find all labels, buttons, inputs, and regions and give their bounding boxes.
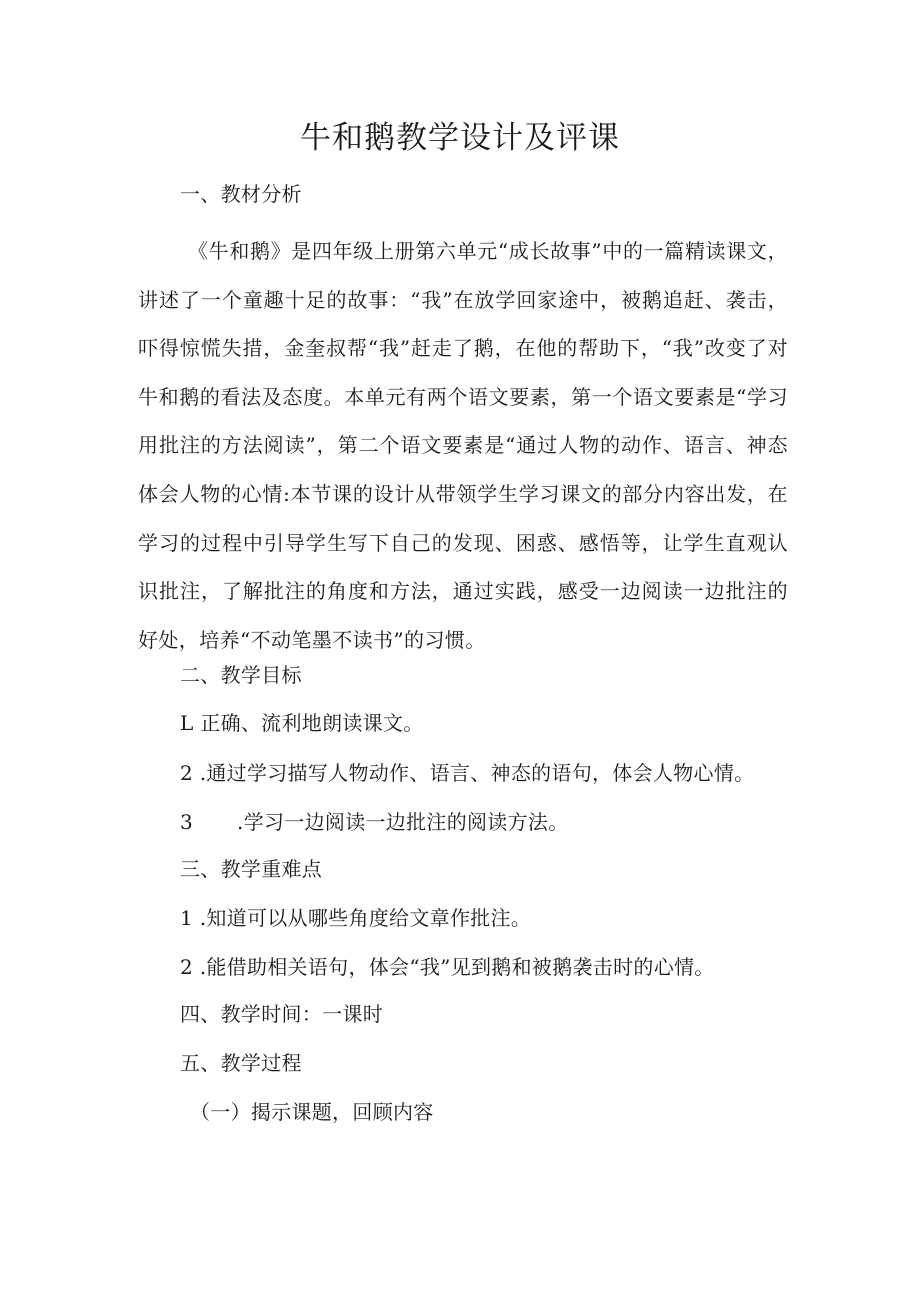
goal-text: 正确、流利地朗读课文。 [200, 711, 424, 735]
key-point-item-2 [180, 953, 715, 981]
goal-text: .学习一边阅读一边批注的阅读方法。 [237, 810, 569, 834]
goal-item-3 [180, 808, 569, 836]
section-heading-process: 五、教学过程 [180, 1051, 302, 1075]
goal-item-1 [180, 709, 424, 737]
goal-text: .通过学习描写人物动作、语言、神态的语句，体会人物心情。 [199, 761, 755, 785]
key-point-text: .知道可以从哪些角度给文章作批注。 [199, 906, 532, 930]
goal-item-2 [180, 759, 754, 787]
goal-number: 2 [180, 761, 194, 785]
section-heading-goals: 二、教学目标 [180, 663, 302, 687]
section-heading-time: 四、教学时间：一课时 [180, 1002, 383, 1026]
goal-number: 3 [180, 810, 194, 834]
key-point-number: 1 [180, 906, 194, 930]
key-point-item-1 [180, 904, 531, 932]
key-point-number: 2 [180, 955, 194, 979]
process-subheading: （一）揭示课题，回顾内容 [190, 1100, 434, 1124]
section-heading-key-points: 三、教学重难点 [180, 857, 323, 881]
materials-paragraph: 《牛和鹅》是四年级上册第六单元“成长故事”中的一篇精读课文，讲述了一个童趣十足的故事：“我”在放学回家途中，被鹅追赶、袭击，吓得惊慌失措，金奎叔帮“我”赶走了鹅，在他的帮助下，“我”改变了对牛和鹅的看法及态度。本单元有两个语文要素，第一个语文要素是“学习用批注的方法阅读”，第二个语文要素是“通过人物的动作、语言、神态体会人物的心情:本节课的设计从带领学生学习课文的部分内容出发，在学习的过程中引导学生写下自己的发现、困惑、感悟等，让学生直观认识批注，了解批注的角度和方法，通过实践，感受一边阅读一边批注的好处，培养“不动笔墨不读书”的习惯。 [138, 239, 788, 652]
section-heading-materials: 一、教材分析 [180, 182, 302, 206]
key-point-text: .能借助相关语句，体会“我”见到鹅和被鹅袭击时的心情。 [199, 955, 715, 979]
document-title: 牛和鹅教学设计及评课 [300, 120, 620, 156]
goal-number: L [180, 711, 194, 735]
